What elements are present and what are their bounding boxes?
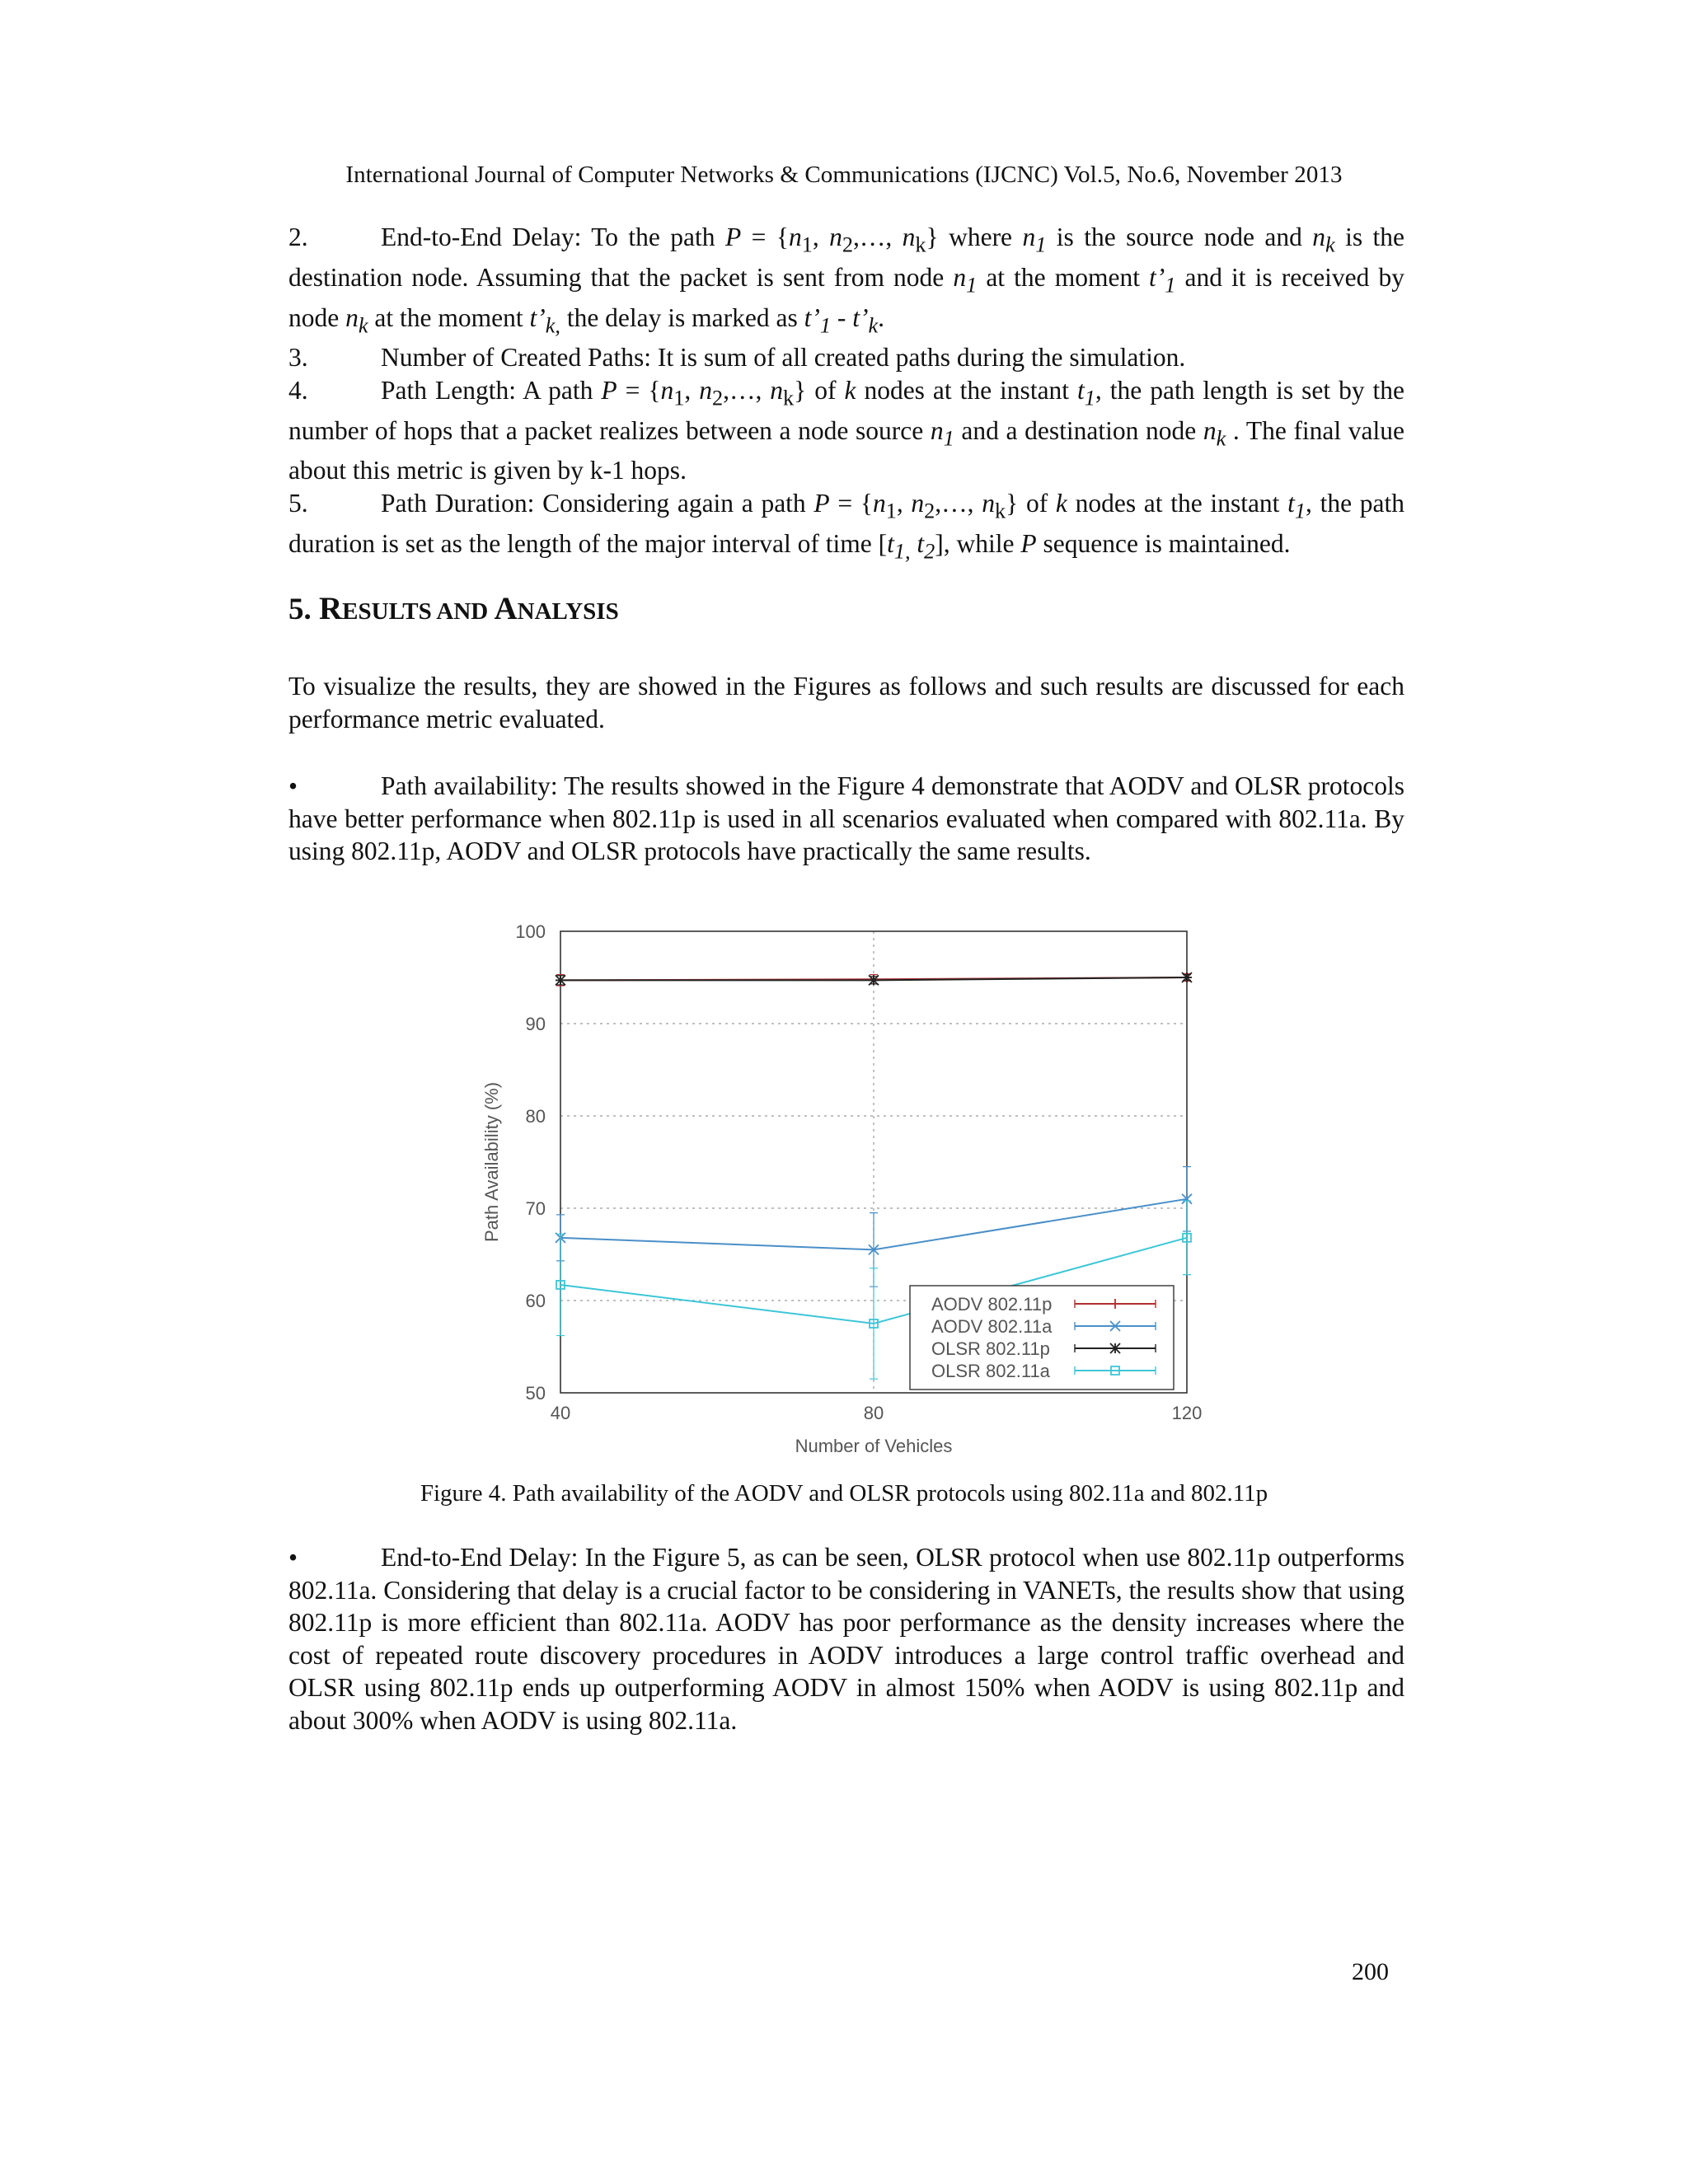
metric-path-duration: 5. Path Duration: Considering again a path $P = \{n_1$, $n_2,\dots$, $n_k$} of k nodes at the instant $t_1$, the path duration is set as the length of the major interval of time [$t_{1,}$ $t_2$], while P sequence is maintained.	[288, 488, 1405, 564]
x-tick-label: 120	[1171, 1403, 1203, 1423]
legend-label: OLSR 802.11a	[931, 1361, 1050, 1381]
metric-number: 4.	[288, 375, 308, 405]
y-tick-label: 70	[525, 1198, 546, 1219]
legend-marker	[1110, 1343, 1120, 1353]
legend-label: OLSR 802.11p	[931, 1338, 1050, 1359]
metric-created-paths: 3. Number of Created Paths: It is sum of all created paths during the simulation.	[288, 341, 1404, 374]
bullet-icon: •	[288, 1543, 298, 1572]
x-tick-label: 40	[550, 1403, 571, 1423]
page-number: 200	[1352, 1958, 1389, 1985]
metric-number: 3.	[288, 343, 308, 373]
metric-number: 2.	[288, 223, 308, 251]
data-point	[869, 975, 879, 985]
journal-header: International Journal of Computer Networks & Communications (IJCNC) Vol.5, No.6, November 2013	[345, 162, 1343, 188]
metric-path-length: 4. Path Length: A path $P = \{n_1$, $n_2,\dots$, $n_k$} of k nodes at the instant $t_1$, the path length is set by the number of hops that a packet realizes between a node source $n_1$ and a destination node $n_k$ . The final value about this metric is given by k-1 hops.	[288, 375, 1405, 485]
metric-number: 5.	[288, 488, 308, 518]
bullet-icon: •	[288, 771, 298, 800]
y-tick-label: 60	[525, 1291, 546, 1311]
bullet-end-to-end-delay: • End-to-End Delay: In the Figure 5, as can be seen, OLSR protocol when use 802.11p outperforms 802.11a. Considering that delay is a crucial factor to be considering in VANETs, the results show that using 802.11p is more efficient than 802.11a. AODV has poor performance as the density increases where the cost of repeated route discovery procedures in AODV introduces a large control traffic overhead and OLSR using 802.11p ends up outperforming AODV in almost 150% when AODV is using 802.11p and about 300% when AODV is using 802.11a.	[288, 1543, 1404, 1735]
x-axis-label: Number of Vehicles	[795, 1436, 953, 1456]
figure-caption: Figure 4. Path availability of the AODV and OLSR protocols using 802.11a and 802.11p	[420, 1480, 1268, 1507]
section-heading: 5. RESULTS AND ANALYSIS	[288, 591, 619, 626]
y-tick-label: 100	[515, 921, 546, 942]
y-tick-label: 50	[525, 1383, 546, 1404]
data-point	[1182, 972, 1192, 982]
legend-label: AODV 802.11p	[931, 1294, 1053, 1315]
bullet-path-availability: • Path availability: The results showed in the Figure 4 demonstrate that AODV and OLSR protocols have better performance when 802.11p is used in all scenarios evaluated when compared with 802.11a. By using 802.11p, AODV and OLSR protocols have practically the same results.	[288, 771, 1404, 865]
metrics-list	[288, 221, 1404, 568]
data-point	[556, 975, 565, 985]
y-tick-label: 90	[525, 1014, 546, 1034]
intro-paragraph: To visualize the results, they are showed in the Figures as follows and such results are discussed for each performance metric evaluated.	[288, 672, 1404, 733]
y-axis-label: Path Availability (%)	[481, 1081, 502, 1243]
legend-label: AODV 802.11a	[931, 1316, 1053, 1337]
path-availability-chart	[462, 898, 1203, 1459]
y-tick-label: 80	[525, 1106, 546, 1127]
x-tick-label: 80	[863, 1403, 884, 1423]
metric-end-to-end-delay: 2. End-to-End Delay: To the path $P = \{n_1$, $n_2,\dots$, $n_k$} where $n_1$ is the source node and $n_k$ is the destination node. Assuming that the packet is sent from node $n_1$ at the moment $t’_1$ and it is received by node $n_k$ at the moment $t’_{k,}$ the delay is marked as $t’_1$ - $t’_k$.	[288, 223, 1405, 337]
